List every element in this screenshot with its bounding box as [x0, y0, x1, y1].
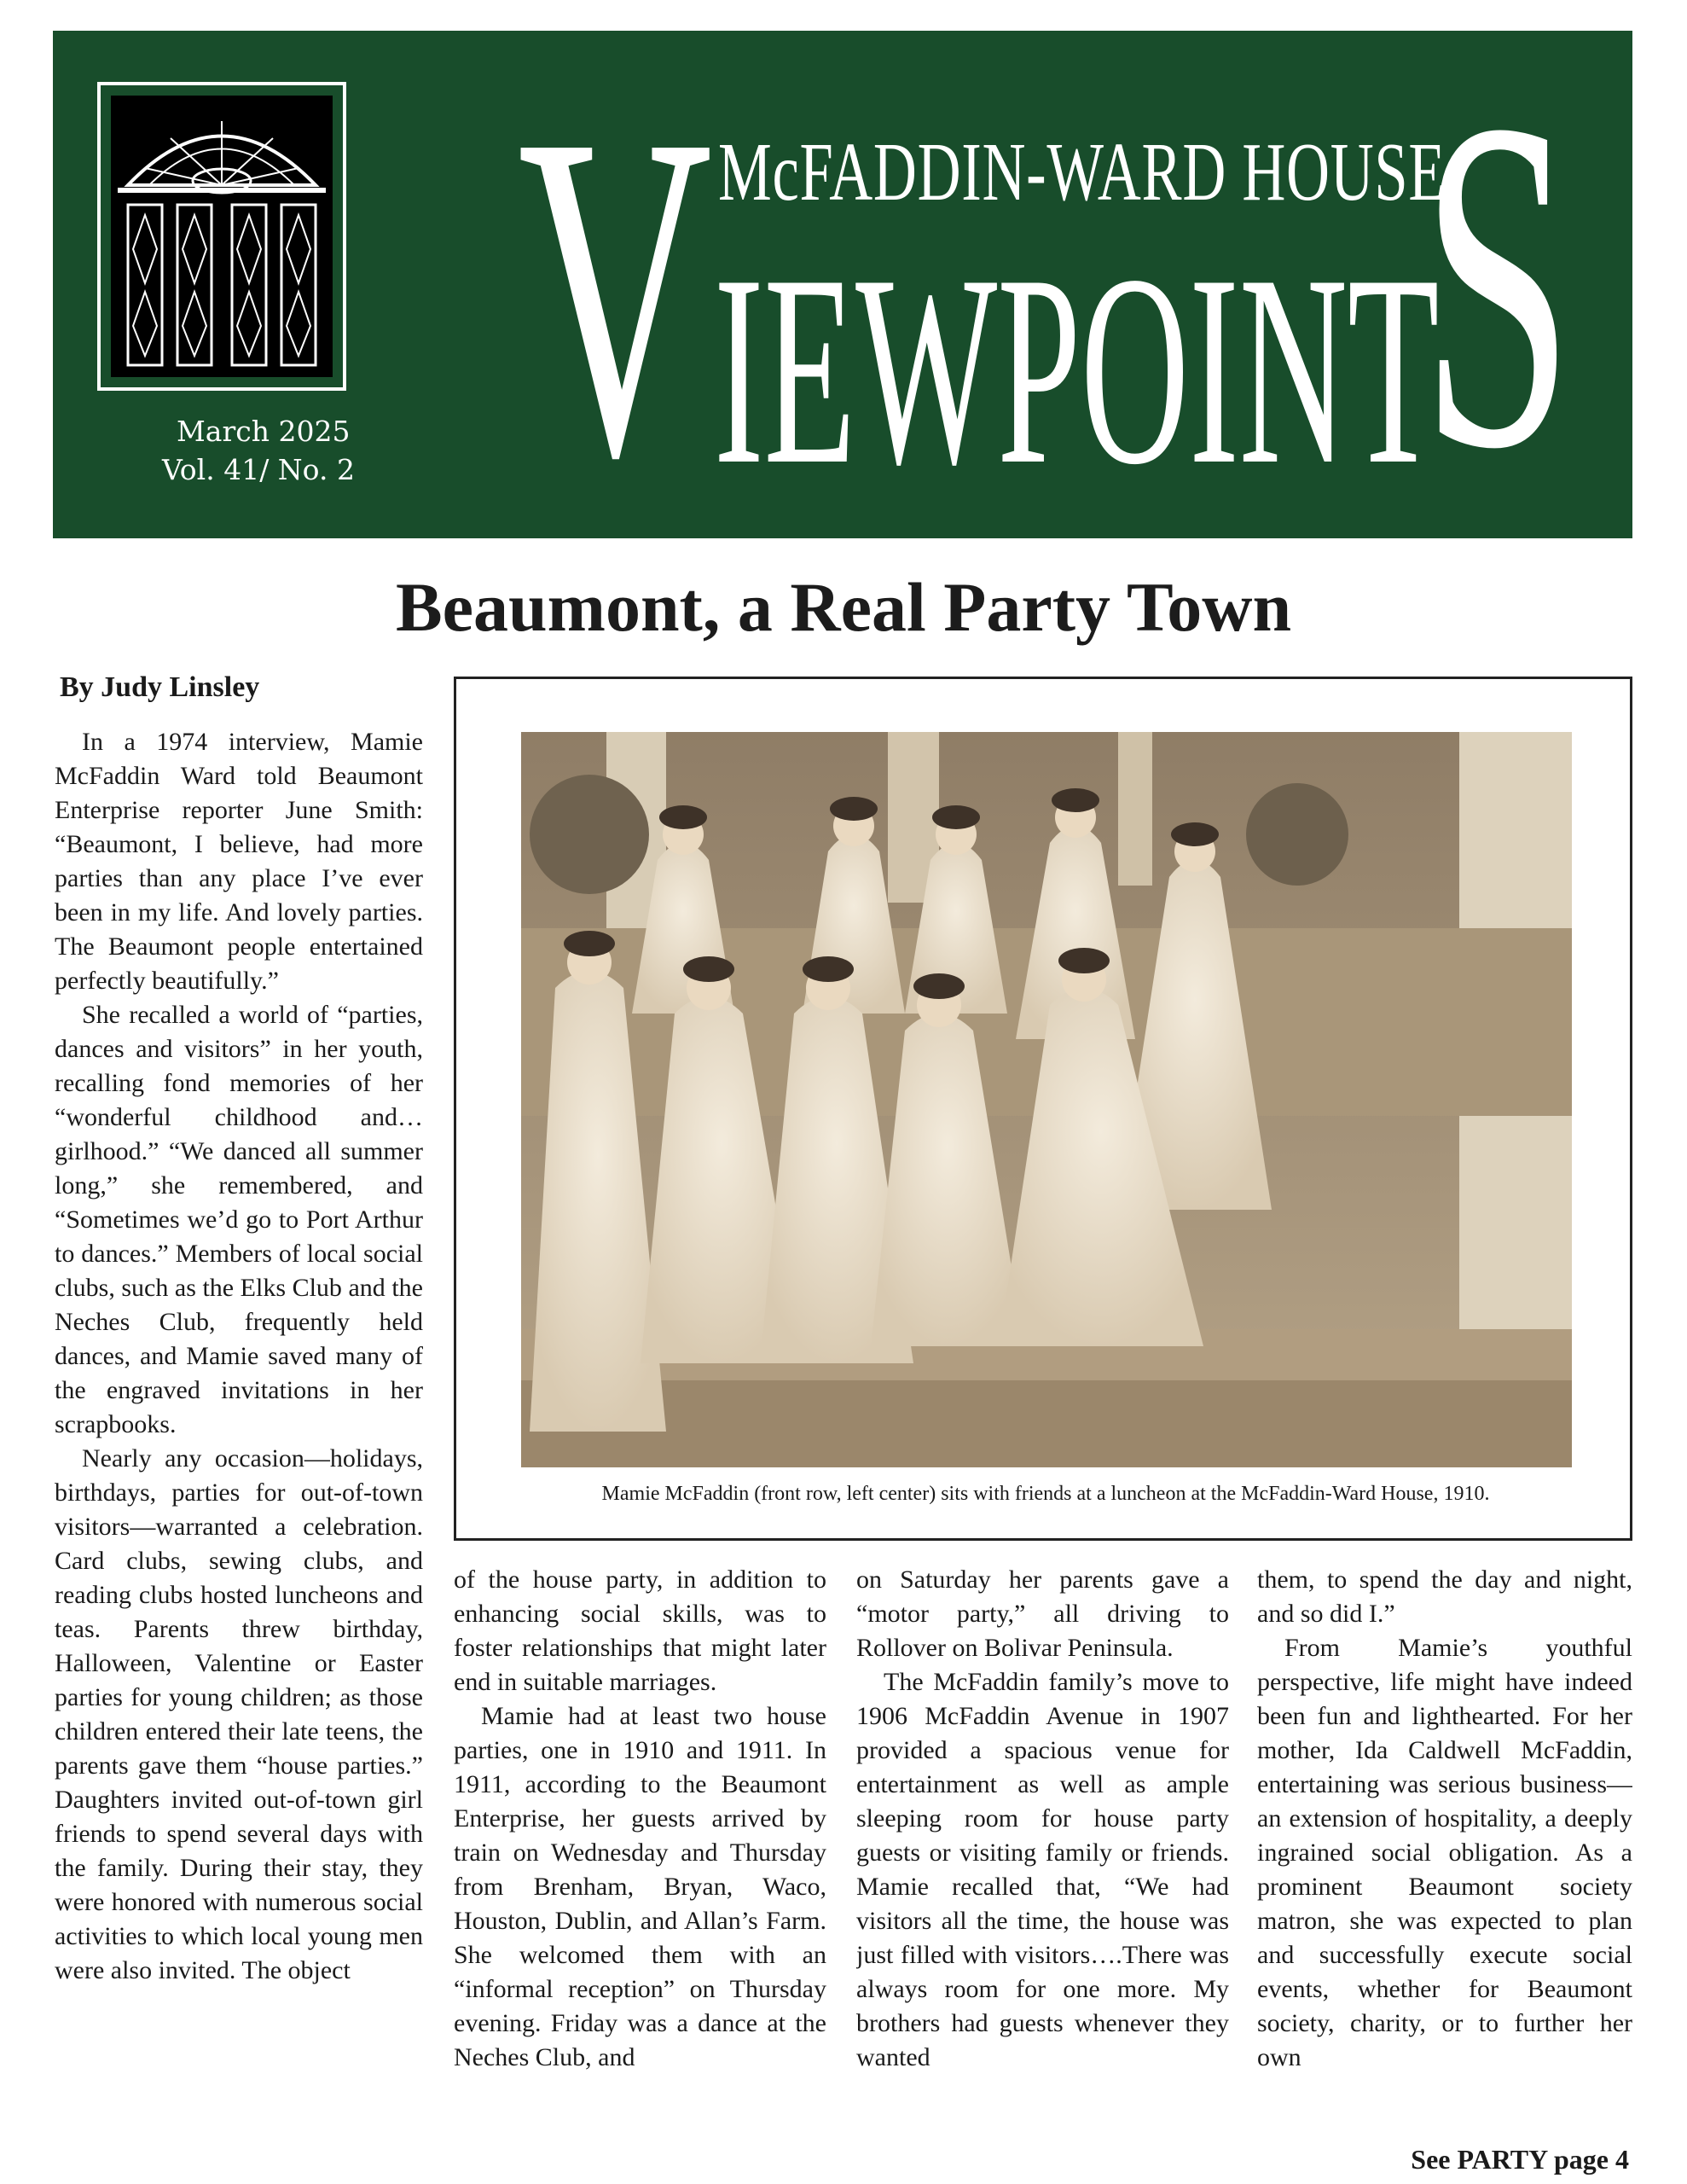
paragraph: of the house party, in addition to enhancing social skills, was to foster relationships that might later end in suitable marriages. [454, 1565, 826, 1696]
paragraph: From Mamie’s youthful perspective, life might have indeed been fun and lighthearted. For her mother, Ida Caldwell McFaddin, entertaining was serious business—an extension of hospitality, a deeply ingrained social obligation. As a prominent Beaumont society matron, she was expected to plan and successfully execute social events, whether for Beaumont society, charity, or to further her own [1257, 1634, 1632, 2071]
masthead [53, 31, 1632, 538]
paragraph: on Saturday her parents gave a “motor party,” all driving to Rollover on Bolivar Peninsula. [856, 1565, 1229, 1662]
photo-frame [454, 677, 1632, 1541]
issue-volume: Vol. 41/ No. 2 [162, 453, 355, 486]
paragraph: them, to spend the day and night, and so did I.” [1257, 1565, 1632, 1628]
paragraph: Nearly any occasion—holidays, birthdays, parties for out-of-town visitors—warranted a celebration. Card clubs, sewing clubs, and reading clubs hosted luncheons and teas. Parents threw birthday, Halloween, Valentine or Easter parties for young children; as those children entered their late teens, the parents gave them “house parties.” Daughters invited out-of-town girl friends to spend several days with the family. During their stay, they were honored with numerous social activities to which local young men were also invited. The object [55, 1444, 423, 1984]
historic-group-photo [521, 732, 1572, 1467]
article-byline: By Judy Linsley [60, 671, 260, 703]
masthead-subtitle: McFADDIN-WARD HOUSE [718, 126, 1446, 218]
paragraph: Mamie had at least two house parties, one in 1910 and 1911. In 1911, according to the Beaumont Enterprise, her guests arrived by train on Wednesday and Thursday from Brenham, Bryan, Waco, Houston, Dublin, and Allan’s Farm. She welcomed them with an “informal reception” on Thursday evening. Friday was a dance at the Neches Club, and [454, 1702, 826, 2071]
paragraph: The McFaddin family’s move to 1906 McFaddin Avenue in 1907 provided a spacious venue for entertainment as well as ample sleeping room for house party guests or visiting family or friends. Mamie recalled that, “We had visitors all the time, the house was just filled with visitors….There was always room for one more. My brothers had guests whenever they wanted [856, 1668, 1229, 2071]
masthead-title-initial: V [518, 38, 713, 538]
stained-glass-door-icon [111, 96, 333, 377]
issue-date: March 2025 [177, 415, 351, 448]
paragraph: In a 1974 interview, Mamie McFaddin Ward told Beaumont Enterprise reporter June Smith: “Beaumont, I believe, had more parties than any place I’ve ever been in my life. And lovely parties. The Beaumont people entertained perfectly beautifully.” [55, 728, 423, 995]
article-column-4 [1257, 1563, 1632, 2135]
paragraph: She recalled a world of “parties, dances and visitors” in her youth, recalling fond memories of her “wonderful childhood and…girlhood.” “We danced all summer long,” she remembered, and “Sometimes we’d go to Port Arthur to dances.” Members of local social clubs, such as the Elks Club and the Neches Club, frequently held dances, and Mamie saved many of the engraved invitations in her scrapbooks. [55, 1001, 423, 1438]
article-column-1 [55, 725, 423, 2133]
photo-caption: Mamie McFaddin (front row, left center) sits with friends at a luncheon at the McFaddin-Ward House, 1910. [601, 1483, 1490, 1505]
article-headline: Beaumont, a Real Party Town [395, 568, 1292, 646]
article-column-3 [856, 1563, 1229, 2135]
masthead-title-final: S [1421, 31, 1574, 538]
masthead-title-middle: IEWPOINT [714, 219, 1440, 521]
logo [97, 82, 346, 391]
continuation-link[interactable]: See PARTY page 4 [1411, 2144, 1629, 2175]
article-column-2 [454, 1563, 826, 2135]
